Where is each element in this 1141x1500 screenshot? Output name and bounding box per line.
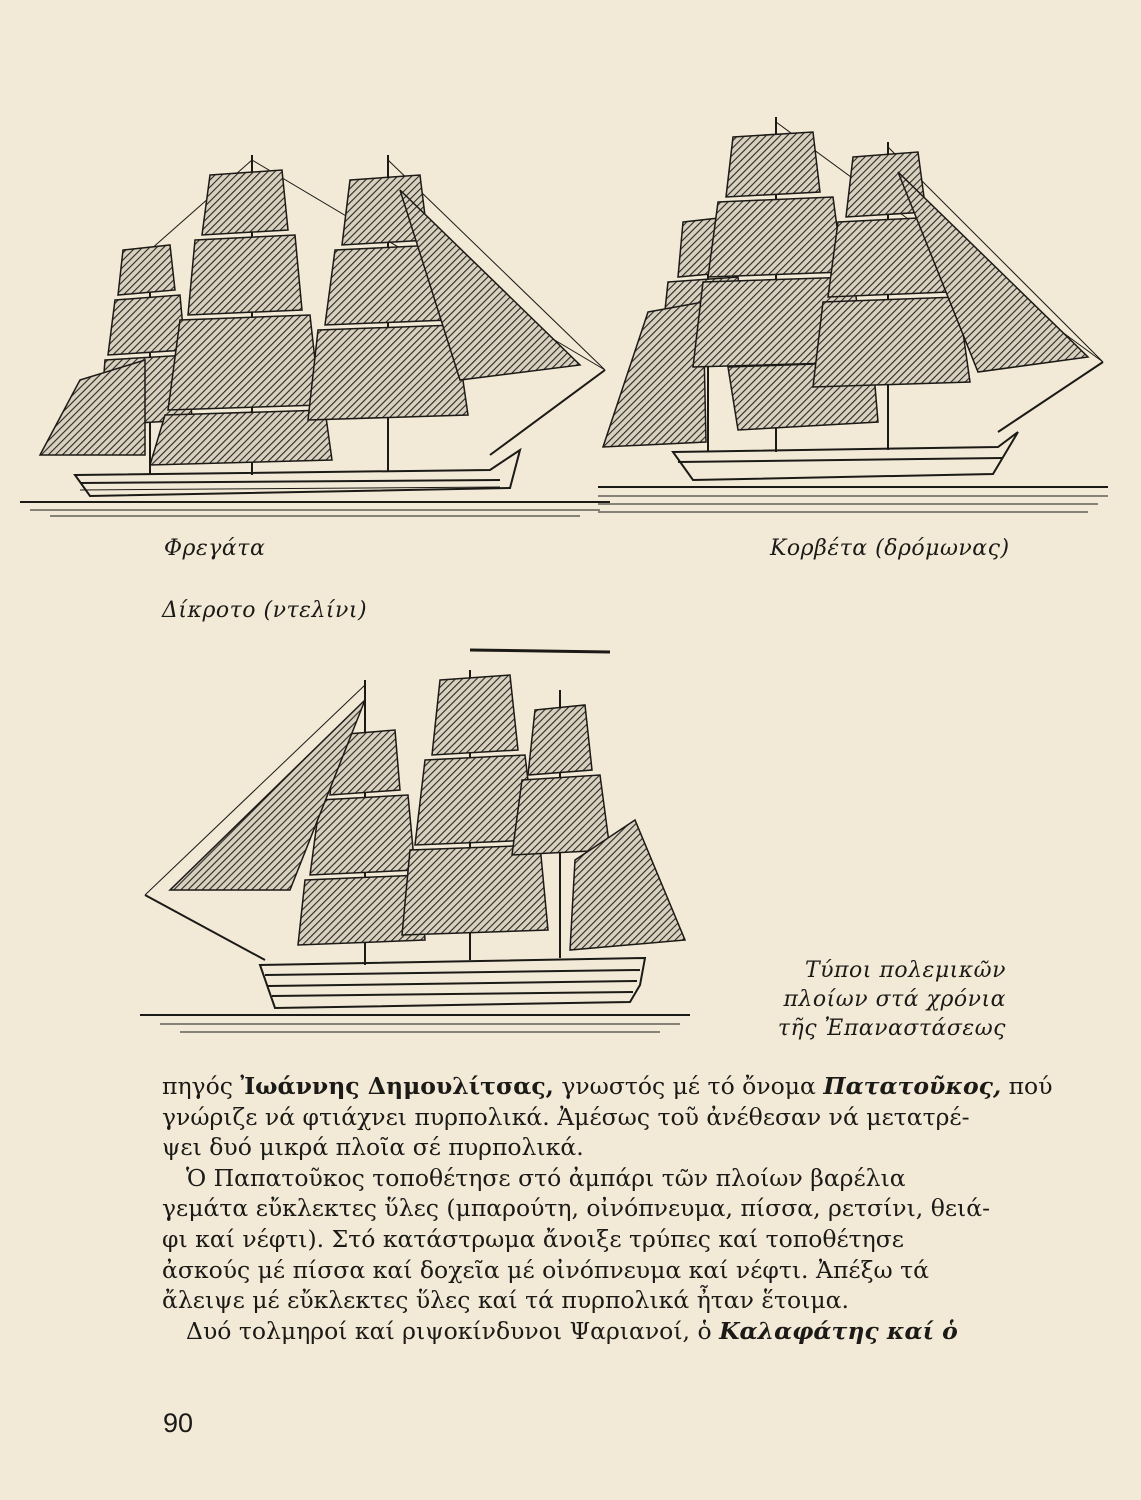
name-kalafatis: Καλαφάτης καί ὁ xyxy=(719,1316,958,1345)
caption-corvette: Κορβέτα (δρόμωνας) xyxy=(770,536,1010,561)
two-decker-illustration xyxy=(140,640,700,1060)
text-run: ψει δυό μικρά πλοῖα σέ πυρπολικά. xyxy=(162,1133,584,1162)
caption-frigate: Φρεγάτα xyxy=(164,536,266,561)
text-line xyxy=(162,1224,1012,1255)
text-run: Δυό τολμηροί καί ριψοκίνδυνοι Ψαριανοί, ὁ xyxy=(186,1316,720,1345)
page-number: 90 xyxy=(163,1408,194,1438)
text-run: ἄλειψε μέ εὔκλεκτες ὕλες καί τά πυρπολικά ἦταν ἕτοιμα. xyxy=(162,1286,849,1315)
text-line xyxy=(162,1163,1012,1194)
figure-caption-line: τῆς Ἐπαναστάσεως xyxy=(777,1016,1006,1041)
text-run: φι καί νέφτι). Στό κατάστρωμα ἄνοιξε τρύπες καί τοποθέτησε xyxy=(162,1224,904,1253)
text-run: πού xyxy=(1001,1072,1053,1100)
text-line xyxy=(162,1316,1012,1347)
frigate-illustration xyxy=(20,150,610,530)
name-patatoukos: Πατατοῦκος, xyxy=(823,1072,1002,1100)
figure-caption xyxy=(760,956,1006,1043)
text-run: Ὁ Παπατοῦκος τοποθέτησε στό ἀμπάρι τῶν πλοίων βαρέλια xyxy=(186,1163,906,1192)
text-line xyxy=(162,1132,1012,1163)
text-run: ἀσκούς μέ πίσσα καί δοχεῖα μέ οἰνόπνευμα καί νέφτι. Ἀπέξω τά xyxy=(162,1255,930,1284)
text-line xyxy=(162,1102,1012,1133)
text-line xyxy=(162,1193,1012,1224)
text-line xyxy=(162,1285,1012,1316)
text-line xyxy=(162,1071,1053,1102)
caption-two-decker: Δίκροτο (ντελίνι) xyxy=(162,598,368,623)
text-run: γνωστός μέ τό ὄνομα xyxy=(553,1072,824,1100)
figure-caption-line: Τύποι πολεμικῶν xyxy=(805,958,1006,983)
figure-caption-line: πλοίων στά χρόνια xyxy=(783,987,1006,1012)
text-line xyxy=(162,1255,1012,1286)
text-run: πηγός xyxy=(162,1072,241,1100)
text-run: γεμάτα εὔκλεκτες ὕλες (μπαρούτη, οἰνόπνευμα, πίσσα, ρετσίνι, θειά- xyxy=(162,1194,991,1223)
name-demoulitsas: Ἰωάννης Δημουλίτσας, xyxy=(240,1072,554,1100)
corvette-illustration xyxy=(598,112,1108,522)
text-run: γνώριζε νά φτιάχνει πυρπολικά. Ἀμέσως τοῦ ἀνέθεσαν νά μετατρέ- xyxy=(162,1102,970,1131)
body-text xyxy=(162,1071,1053,1346)
